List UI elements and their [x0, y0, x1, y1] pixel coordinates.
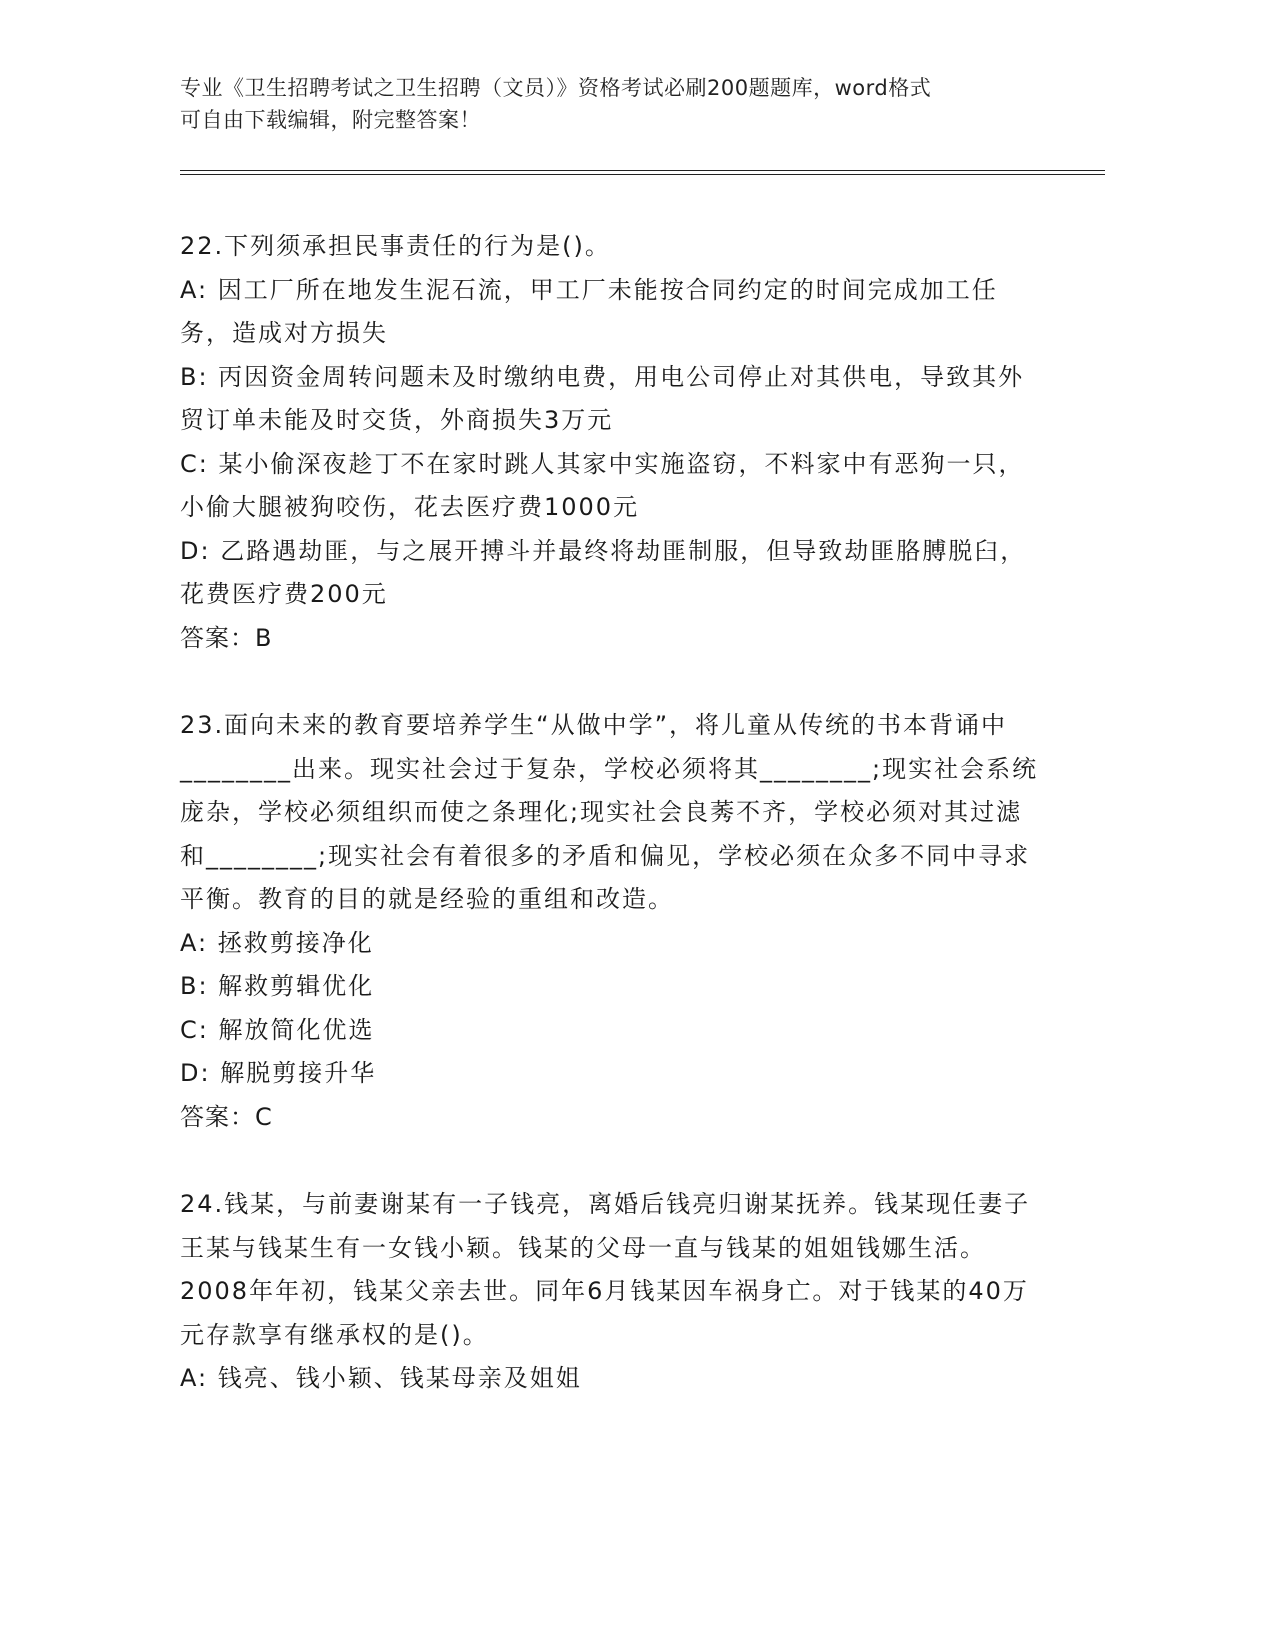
option-d: D: 解脱剪接升华	[180, 1059, 377, 1087]
question-23	[180, 704, 1040, 1139]
option-c: C: 某小偷深夜趁丁不在家时跳人其家中实施盗窃，不料家中有恶狗一只，小偷大腿被狗咬伤，花去医疗费1000元	[180, 449, 1025, 521]
option-d: D: 乙路遇劫匪，与之展开搏斗并最终将劫匪制服，但导致劫匪胳膊脱臼，花费医疗费200元	[180, 536, 1027, 608]
option-a: A: 钱亮、钱小颖、钱某母亲及姐姐	[180, 1364, 582, 1392]
question-22	[180, 225, 1040, 660]
header-rule-bottom	[180, 174, 1105, 175]
answer: 答案：C	[180, 1102, 273, 1131]
option-c: C: 解放简化优选	[180, 1015, 375, 1044]
question-24	[180, 1183, 1040, 1401]
question-stem: 22.下列须承担民事责任的行为是()。	[180, 232, 611, 260]
header-line-1: 专业《卫生招聘考试之卫生招聘（文员）》资格考试必刷200题题库，word格式	[180, 76, 932, 100]
answer: 答案：B	[180, 623, 273, 652]
option-b: B: 解救剪辑优化	[180, 972, 375, 1000]
header-line-2: 可自由下载编辑，附完整答案！	[180, 108, 481, 132]
header-rule-top	[180, 170, 1105, 171]
option-a: A: 拯救剪接净化	[180, 928, 374, 957]
option-a: A: 因工厂所在地发生泥石流，甲工厂未能按合同约定的时间完成加工任务，造成对方损失	[180, 275, 998, 347]
question-stem: 23.面向未来的教育要培养学生“从做中学”，将儿童从传统的书本背诵中________出来。现实社会过于复杂，学校必须将其________;现实社会系统庞杂，学校必须组织而使之条理化;现实社会良莠不齐，学校必须对其过滤和________;现实社会有着很多的矛盾和偏见，学校必须在众多不同中寻求平衡。教育的目的就是经验的重组和改造。	[180, 711, 1039, 913]
question-list	[180, 225, 1040, 1445]
option-b: B: 丙因资金周转问题未及时缴纳电费，用电公司停止对其供电，导致其外贸订单未能及时交货，外商损失3万元	[180, 362, 1025, 434]
document-header	[180, 72, 1050, 136]
question-stem: 24.钱某，与前妻谢某有一子钱亮，离婚后钱亮归谢某抚养。钱某现任妻子王某与钱某生有一女钱小颖。钱某的父母一直与钱某的姐姐钱娜生活。2008年年初，钱某父亲去世。同年6月钱某因车祸身亡。对于钱某的40万元存款享有继承权的是()。	[180, 1190, 1031, 1349]
